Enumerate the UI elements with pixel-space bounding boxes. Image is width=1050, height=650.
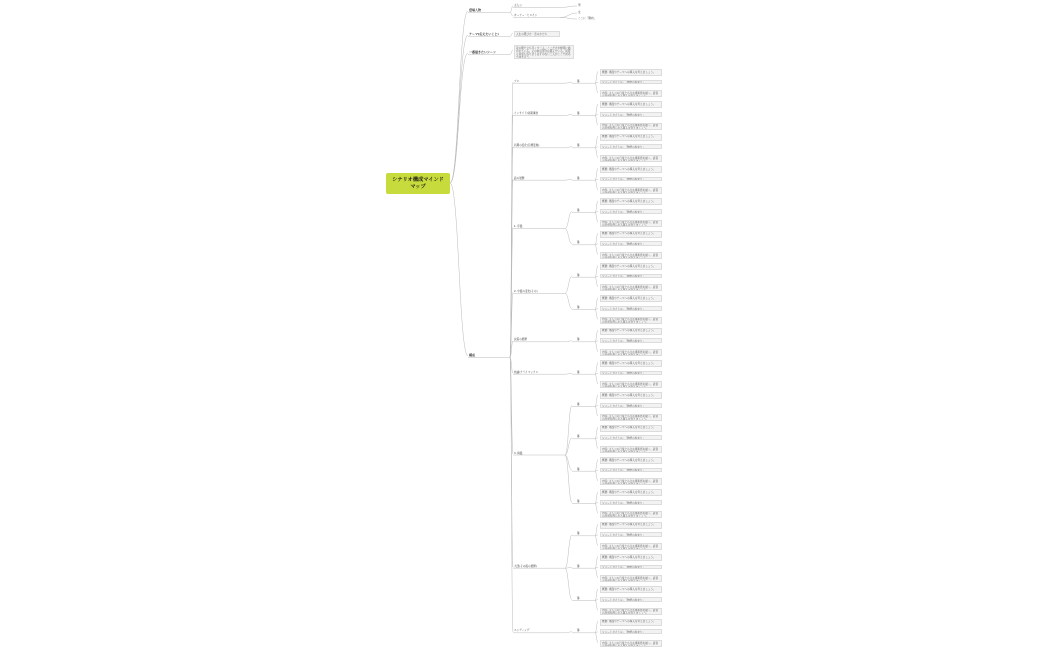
note-line: [595, 168, 598, 180]
beat-note[interactable]: 内容: 主人公の日常と小さな違和感を描く。読者の共感を得られる導入を考えましょう。: [600, 220, 662, 227]
beat-note[interactable]: 内容: 主人公の日常と小さな違和感を描く。読者の共感を得られる導入を考えましょう。: [600, 478, 662, 485]
note-line: [595, 310, 598, 320]
branch-structure[interactable]: 構成: [469, 353, 476, 357]
beat-label[interactable]: 幕: [577, 629, 580, 633]
beat-note[interactable]: 内容: 主人公の日常と小さな違和感を描く。読者の共感を得られる導入を考えましょう。: [600, 317, 662, 324]
beat-label[interactable]: 幕: [577, 144, 580, 148]
beat-label[interactable]: 幕: [577, 564, 580, 568]
beat-note[interactable]: 概要: 場面やテーマへの導入を考えましょう。: [600, 295, 662, 302]
beat-line: [565, 293, 572, 308]
beat-line: [565, 276, 572, 293]
branch-theme[interactable]: テーマ(伝えたいこと): [469, 32, 499, 36]
act-label[interactable]: プロ: [514, 79, 520, 83]
beat-label[interactable]: 幕: [577, 403, 580, 406]
act-label[interactable]: 結論/クライマックス: [514, 370, 539, 374]
character-leaf-line: [560, 6, 577, 8]
note-line: [595, 362, 598, 374]
beat-label[interactable]: 幕: [577, 467, 580, 471]
note-line: [595, 492, 598, 504]
beat-label[interactable]: 幕: [577, 500, 580, 503]
beat-note[interactable]: ショートタイトル: 「物語の始まり」: [600, 565, 662, 570]
beat-note[interactable]: 概要: 場面やテーマへの導入を考えましょう。: [600, 489, 662, 496]
act-label[interactable]: 話の展開: [514, 176, 525, 180]
character-line: [510, 13, 513, 17]
beat-line: [565, 568, 572, 599]
beat-note[interactable]: ショートタイトル: 「物語の始まり」: [600, 274, 662, 279]
beat-label[interactable]: 幕: [577, 273, 580, 277]
act-label[interactable]: インサイド/初期事態: [514, 112, 539, 115]
note-line: [595, 568, 598, 578]
act-label[interactable]: エンディング: [514, 629, 530, 633]
root-branch-line: [450, 53, 468, 183]
act-label[interactable]: 決着の展開: [514, 338, 527, 342]
act-label[interactable]: 大団(その後の展開): [514, 564, 537, 568]
beat-note[interactable]: 内容: 主人公の日常と小さな違和感を描く。読者の共感を得られる導入を考えましょう。: [600, 284, 662, 291]
beat-note[interactable]: ショートタイトル: 「物語の始まり」: [600, 338, 662, 343]
beat-note[interactable]: ショートタイトル: 「物語の始まり」: [600, 597, 662, 602]
character-leaf-line: [560, 18, 577, 20]
beat-note[interactable]: 概要: 場面やテーマへの導入を考えましょう。: [600, 457, 662, 464]
beat-note[interactable]: 内容: 主人公の日常と小さな違和感を描く。読者の共感を得られる導入を考えましょう。: [600, 381, 662, 388]
note-line: [595, 395, 598, 407]
character-heroine[interactable]: オーナー・ヒロイン: [514, 14, 538, 17]
beat-note[interactable]: 内容: 主人公の日常と小さな違和感を描く。読者の共感を得られる導入を考えましょう。: [600, 252, 662, 259]
note-line: [595, 233, 598, 245]
note-line: [595, 265, 598, 277]
note-line: [595, 180, 598, 190]
beat-note[interactable]: 内容: 主人公の日常と小さな違和感を描く。読者の共感を得られる導入を考えましょう。: [600, 187, 662, 194]
note-line: [595, 83, 598, 93]
beat-note[interactable]: 内容: 主人公の日常と小さな違和感を描く。読者の共感を得られる導入を考えましょう。: [600, 123, 662, 130]
branch-characters[interactable]: 登場人物: [469, 8, 482, 12]
beat-note[interactable]: 概要: 場面やテーマへの導入を考えましょう。: [600, 392, 662, 399]
beat-line: [565, 229, 572, 244]
beat-note[interactable]: 内容: 主人公の日常と小さな違和感を描く。読者の共感を得られる導入を考えましょう。: [600, 349, 662, 356]
character-line: [510, 6, 513, 13]
character-protagonist[interactable]: 主人公: [514, 4, 522, 7]
beat-label[interactable]: 幕: [577, 338, 580, 342]
beat-note[interactable]: 概要: 場面やテーマへの導入を考えましょう。: [600, 425, 662, 432]
note-line: [595, 427, 598, 439]
key-scene-note[interactable]: 夜の駅で立ち尽くす二人。ここだけが鮮明に描かれている。その他の部分は霞んでいる。何度も何度も巡り会うはずのない二人がここで初めて向き合う: [514, 45, 574, 59]
note-line: [595, 148, 598, 158]
beat-note[interactable]: 概要: 場面やテーマへの導入を考えましょう。: [600, 134, 662, 141]
beat-line: [565, 632, 572, 633]
act-label[interactable]: 2. 中盤の変化(その): [514, 289, 538, 293]
root-node[interactable]: [386, 173, 450, 194]
beat-note[interactable]: 内容: 主人公の日常と小さな違和感を描く。読者の共感を得られる導入を考えましょう。: [600, 511, 662, 518]
beat-line: [565, 535, 572, 568]
note-line: [595, 71, 598, 83]
note-line: [595, 524, 598, 536]
note-line: [595, 342, 598, 352]
note-line: [595, 504, 598, 514]
beat-note[interactable]: ショートタイトル: 「物語の始まり」: [600, 629, 662, 634]
beat-note[interactable]: 概要: 場面やテーマへの導入を考えましょう。: [600, 166, 662, 173]
note-line: [595, 213, 598, 223]
beat-note[interactable]: 概要: 場面やテーマへの導入を考えましょう。: [600, 360, 662, 367]
beat-note[interactable]: 内容: 主人公の日常と小さな違和感を描く。読者の共感を得られる導入を考えましょう。: [600, 543, 662, 550]
note-line: [595, 277, 598, 287]
beat-note[interactable]: ショートタイトル: 「物語の始まり」: [600, 144, 662, 149]
character-leaf-line: [560, 13, 577, 18]
beat-line: [565, 115, 572, 116]
beat-line: [565, 373, 572, 374]
character-leaf-male[interactable]: 男: [578, 4, 581, 7]
beat-note[interactable]: 概要: 場面やテーマへの導入を考えましょう。: [600, 69, 662, 76]
act-label[interactable]: 3. 終盤: [514, 451, 523, 455]
beat-note[interactable]: 内容: 主人公の日常と小さな違和感を描く。読者の共感を得られる導入を考えましょう。: [600, 90, 662, 97]
beat-note[interactable]: 内容: 主人公の日常と小さな違和感を描く。読者の共感を得られる導入を考えましょう。: [600, 414, 662, 421]
beat-label[interactable]: 幕: [577, 370, 580, 374]
beat-line: [565, 341, 572, 342]
act-label[interactable]: 1. 序盤: [514, 225, 523, 229]
beat-note[interactable]: 概要: 場面やテーマへの導入を考えましょう。: [600, 522, 662, 529]
beat-note[interactable]: ショートタイトル: 「物語の始まり」: [600, 80, 662, 85]
note-line: [595, 459, 598, 471]
beat-note[interactable]: 内容: 主人公の日常と小さな違和感を描く。読者の共感を得られる導入を考えましょう。: [600, 575, 662, 582]
note-line: [595, 104, 598, 116]
note-line: [595, 136, 598, 148]
beat-note[interactable]: 概要: 場面やテーマへの導入を考えましょう。: [600, 554, 662, 561]
beat-label[interactable]: 幕: [577, 597, 580, 600]
root-title: シナリオ構成マインド マップ: [392, 177, 444, 190]
beat-note[interactable]: 概要: 場面やテーマへの導入を考えましょう。: [600, 101, 662, 108]
beat-line: [565, 212, 572, 229]
beat-label[interactable]: 幕: [577, 532, 580, 536]
note-line: [595, 471, 598, 481]
beat-note[interactable]: 概要: 場面やテーマへの導入を考えましょう。: [600, 263, 662, 270]
theme-note[interactable]: 人生の選び方・恋のかたち: [514, 31, 560, 37]
key-scene-line: [510, 50, 513, 55]
note-line: [595, 201, 598, 213]
note-line: [595, 536, 598, 546]
beat-note[interactable]: 概要: 場面やテーマへの導入を考えましょう。: [600, 231, 662, 238]
beat-label[interactable]: 幕: [577, 176, 580, 180]
note-line: [595, 407, 598, 417]
beat-note[interactable]: 概要: 場面やテーマへの導入を考えましょう。: [600, 619, 662, 626]
beat-note[interactable]: ショートタイトル: 「物語の始まり」: [600, 468, 662, 473]
beat-line: [565, 179, 572, 180]
beat-label[interactable]: 幕: [577, 241, 580, 245]
beat-note[interactable]: 内容: 主人公の日常と小さな違和感を描く。読者の共感を得られる導入を考えましょう。: [600, 640, 662, 647]
beat-label[interactable]: 幕: [577, 112, 580, 115]
act-label[interactable]: 初期の変化(目標変換): [514, 144, 540, 148]
beat-note[interactable]: 内容: 主人公の日常と小さな違和感を描く。読者の共感を得られる導入を考えましょう。: [600, 446, 662, 453]
beat-note[interactable]: 概要: 場面やテーマへの導入を考えましょう。: [600, 198, 662, 205]
beat-line: [565, 147, 572, 148]
note-line: [595, 116, 598, 126]
beat-label[interactable]: 幕: [577, 435, 580, 439]
beat-note[interactable]: ショートタイトル: 「物語の始まり」: [600, 177, 662, 182]
character-leaf-hinata[interactable]: ここに「陽向」: [578, 17, 597, 20]
root-branch-line: [450, 183, 468, 356]
beat-label[interactable]: 幕: [577, 306, 580, 309]
beat-note[interactable]: ショートタイトル: 「物語の始まり」: [600, 532, 662, 537]
beat-note[interactable]: 内容: 主人公の日常と小さな違和感を描く。読者の共感を得られる導入を考えましょう。: [600, 155, 662, 162]
theme-line: [510, 33, 513, 37]
root-branch-line: [450, 11, 468, 183]
beat-label[interactable]: 幕: [577, 79, 580, 83]
branch-key-scene[interactable]: 一番描きたいシーン: [469, 50, 496, 54]
note-line: [595, 601, 598, 611]
note-line: [595, 621, 598, 633]
note-line: [595, 633, 598, 643]
note-line: [595, 298, 598, 310]
note-line: [595, 556, 598, 568]
beat-note[interactable]: ショートタイトル: 「物語の始まり」: [600, 241, 662, 246]
character-leaf-female[interactable]: 女: [578, 11, 581, 14]
beat-note[interactable]: ショートタイトル: 「物語の始まり」: [600, 306, 662, 311]
beat-line: [565, 82, 572, 83]
beat-line: [565, 567, 572, 568]
beat-note[interactable]: ショートタイトル: 「物語の始まり」: [600, 403, 662, 408]
beat-note[interactable]: ショートタイトル: 「物語の始まり」: [600, 500, 662, 505]
beat-note[interactable]: 概要: 場面やテーマへの導入を考えましょう。: [600, 586, 662, 593]
beat-note[interactable]: ショートタイトル: 「物語の始まり」: [600, 112, 662, 117]
note-line: [595, 330, 598, 342]
beat-note[interactable]: ショートタイトル: 「物語の始まり」: [600, 371, 662, 376]
beat-note[interactable]: ショートタイトル: 「物語の始まり」: [600, 435, 662, 440]
beat-label[interactable]: 幕: [577, 209, 580, 212]
beat-note[interactable]: 概要: 場面やテーマへの導入を考えましょう。: [600, 328, 662, 335]
note-line: [595, 439, 598, 449]
note-line: [595, 374, 598, 384]
note-line: [595, 245, 598, 255]
beat-note[interactable]: 内容: 主人公の日常と小さな違和感を描く。読者の共感を得られる導入を考えましょう。: [600, 608, 662, 615]
note-line: [595, 589, 598, 601]
beat-note[interactable]: ショートタイトル: 「物語の始まり」: [600, 209, 662, 214]
